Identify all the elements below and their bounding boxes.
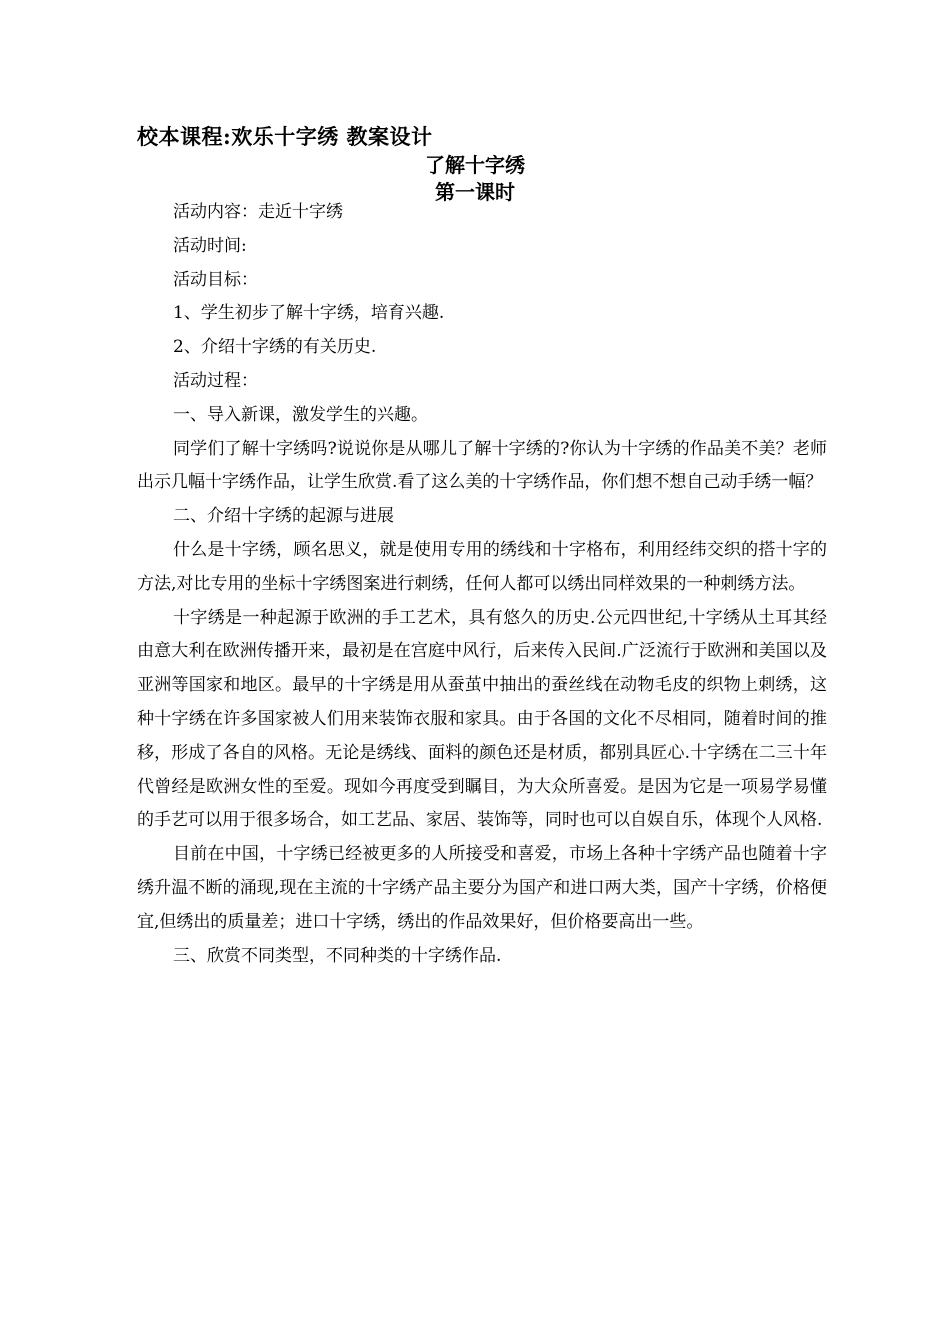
paragraph-goal-2: 2、介绍十字绣的有关历史. (173, 337, 377, 358)
paragraph-step-1: 一、导入新课，激发学生的兴趣。 (173, 404, 428, 425)
paragraph-activity-content: 活动内容：走近十字绣 (173, 202, 343, 222)
section-heading: 了解十字绣 (425, 153, 525, 177)
paragraph-step-2: 二、介绍十字绣的起源与进展 (173, 506, 394, 527)
lesson-heading: 第一课时 (435, 180, 515, 204)
paragraph-activity-process: 活动过程： (173, 370, 258, 391)
document-body (137, 196, 827, 973)
paragraph-china-market: 目前在中国，十字绣已经被更多的人所接受和喜爱，市场上各种十字绣产品也随着十字绣升温不断的涌现,现在主流的十字绣产品主要分为国产和进口两大类，国产十字绣，价格便宜,但绣出的质量差；进口十字绣，绣出的作品效果好，但价格要高出一些。 (137, 844, 827, 932)
paragraph-step-3: 三、欣赏不同类型，不同种类的十字绣作品. (173, 945, 502, 966)
paragraph-history: 十字绣是一种起源于欧洲的手工艺术，具有悠久的历史.公元四世纪,十字绣从土耳其经由意大利在欧洲传播开来，最初是在宫庭中风行，后来传入民间.广泛流行于欧洲和美国以及亚洲等国家和地区。最早的十字绣是用从蚕茧中抽出的蚕丝线在动物毛皮的织物上刺绣，这种十字绣在许多国家被人们用来装饰衣服和家具。由于各国的文化不尽相同，随着时间的推移，形成了各自的风格。无论是绣线、面料的颜色还是材质，都别具匠心.十字绣在二三十年代曾经是欧洲女性的至爱。现如今再度受到瞩目，为大众所喜爱。是因为它是一项易学易懂的手艺可以用于很多场合，如工艺品、家居、装饰等，同时也可以自娱自乐，体现个人风格. (137, 607, 827, 831)
paragraph-goal-1: 1、学生初步了解十字绣，培育兴趣. (173, 303, 445, 324)
document-title: 校本课程:欢乐十字绣 教案设计 (137, 124, 433, 149)
paragraph-definition: 什么是十字绣，顾名思义，就是使用专用的绣线和十字格布，利用经纬交织的搭十字的方法,对比专用的坐标十字绣图案进行刺绣，任何人都可以绣出同样效果的一种刺绣方法。 (137, 539, 827, 594)
paragraph-activity-goals: 活动目标： (173, 269, 258, 290)
paragraph-intro-questions: 同学们了解十字绣吗?说说你是从哪儿了解十字绣的?你认为十字绣的作品美不美？老师出示几幅十字绣作品，让学生欣赏.看了这么美的十字绣作品，你们想不想自己动手绣一幅？ (137, 438, 827, 493)
paragraph-activity-time: 活动时间: (173, 235, 247, 256)
